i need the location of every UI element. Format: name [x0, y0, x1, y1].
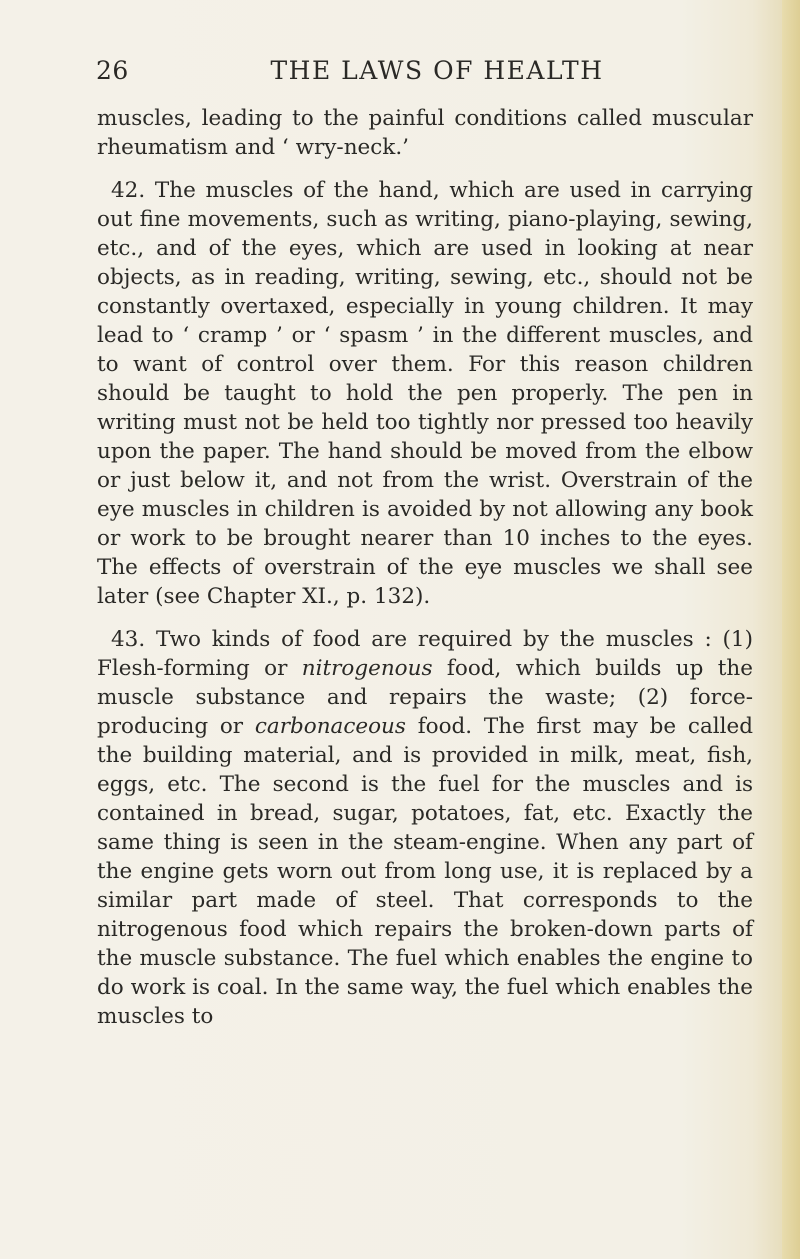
paragraph-text: food, which builds up the muscle substance and repairs the waste; (2) force-producing or	[97, 656, 754, 739]
italic-term: carbonaceous	[254, 714, 406, 739]
page-header	[96, 56, 768, 96]
page-edge	[782, 0, 800, 1259]
paragraph-text: muscles, leading to the painful conditions called muscular rheumatism and ‘ wry-neck.’	[97, 106, 753, 160]
paragraph-text: The muscles of the hand, which are used in carrying out fine movements, such as writing, piano-playing, sewing, etc., and of the eyes, which are used in looking at near objects, as in reading, writing, sewing, etc., should not be constantly overtaxed, especially in young children. It may lead to ‘ cramp ’ or ‘ spasm ’ in the different muscles, and to want of control over them. For this reason children should be taught to hold the pen properly. The pen in writing must not be held too tightly nor pressed too heavily upon the paper. The hand should be moved from the elbow or just below it, and not from the wrist. Overstrain of the eye muscles in children is avoided by not allowing any book or work to be brought nearer than 10 inches to the eyes. The effects of overstrain of the eye muscles we shall see later (see Chapter XI., p. 132).	[97, 178, 753, 609]
paragraph-number: 43.	[111, 627, 146, 652]
italic-term: nitrogenous	[301, 656, 433, 681]
body-text	[97, 104, 753, 1031]
paragraph-43	[97, 625, 753, 1031]
paragraph-text: Two kinds of food are required by the muscles : (1) Flesh-forming or	[97, 627, 753, 681]
paragraph-number: 42.	[111, 178, 146, 203]
paragraph-continuation	[97, 104, 753, 162]
paragraph-text: food. The first may be called the building material, and is provided in milk, meat, fish, eggs, etc. The second is the fuel for the muscles and is contained in bread, sugar, potatoes, fat, etc. Exactly the same thing is seen in the steam-engine. When any part of the engine gets worn out from long use, it is replaced by a similar part made of steel. That corresponds to the nitrogenous food which repairs the broken-down parts of the muscle substance. The fuel which enables the engine to do work is coal. In the same way, the fuel which enables the muscles to	[97, 714, 754, 1029]
page-number: 26	[96, 56, 129, 85]
paragraph-42	[97, 176, 753, 611]
running-title: THE LAWS OF HEALTH	[270, 56, 604, 85]
